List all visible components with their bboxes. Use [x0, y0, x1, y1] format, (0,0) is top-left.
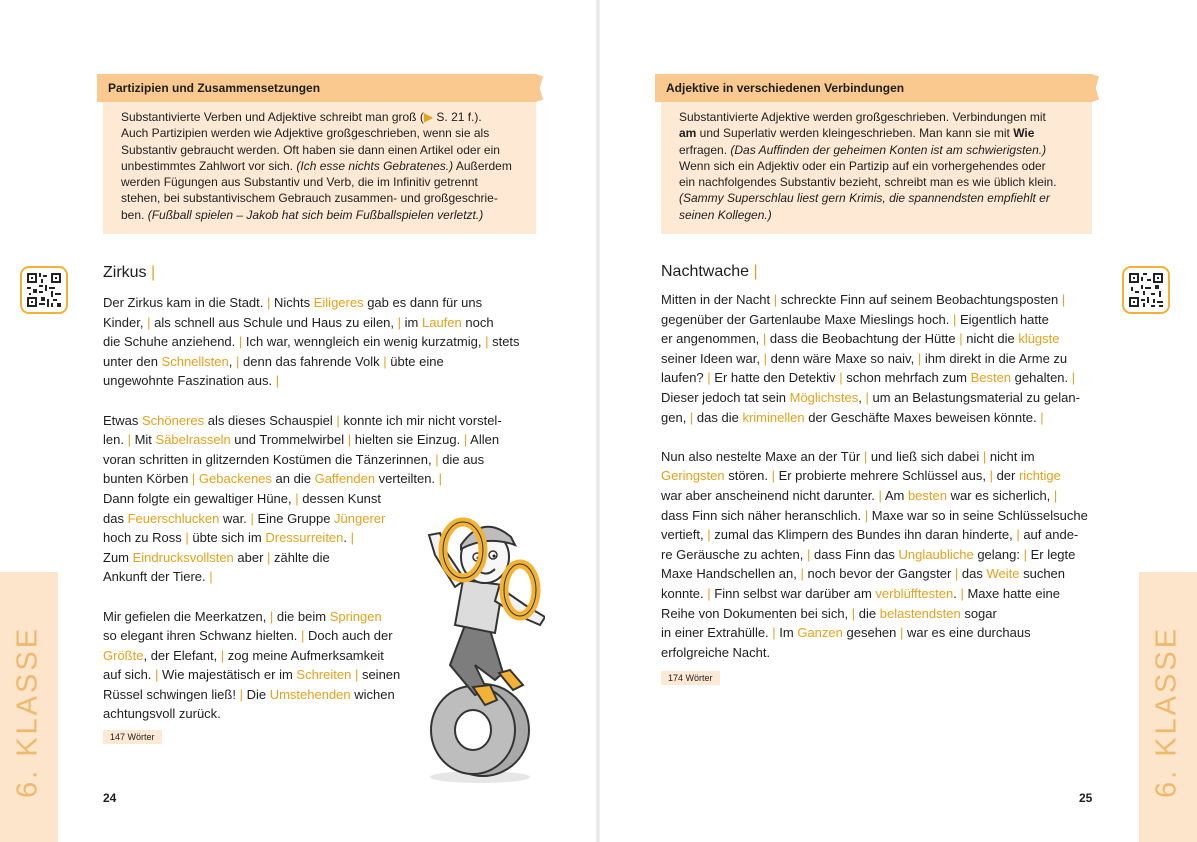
text-run: re Geräusche zu achten, [661, 546, 807, 562]
separator-mark: | [239, 686, 243, 702]
text-run: schreckte Finn auf seinem Beobachtungsposten [777, 292, 1062, 307]
text-run: dass Finn sich näher heranschlich. [661, 507, 865, 523]
text-run: . [343, 530, 351, 546]
text-run: ihm direkt in die Arme zu [921, 350, 1068, 366]
text-run: Nichts [270, 295, 314, 310]
separator-mark: | [982, 448, 987, 464]
separator-mark: | [771, 468, 775, 484]
text-run [103, 589, 107, 604]
separator-mark: | [863, 448, 868, 464]
text-line [661, 545, 1088, 565]
separator-mark: | [155, 667, 159, 683]
text-run: Etwas [103, 412, 143, 428]
separator-mark: | [269, 608, 274, 624]
text-run: die [855, 605, 880, 621]
highlighted-word: Möglichstes [789, 389, 859, 405]
separator-mark: | [435, 451, 439, 467]
rule-box-title: Adjektive in verschiedenen Verbindungen [655, 74, 1093, 102]
text-run: als schnell aus Schule und Haus zu eilen, [150, 314, 398, 330]
text-run: gen, [661, 409, 690, 425]
highlighted-word: verblüfftesten [875, 585, 954, 601]
highlighted-word: Schnellsten [161, 353, 229, 369]
highlighted-word: Schreiten [296, 667, 352, 683]
text-run: das die [693, 409, 743, 425]
text-run: S. 21 f.). [433, 110, 482, 124]
highlighted-word: Umstehenden [269, 686, 351, 702]
separator-mark: | [301, 628, 305, 644]
text-line [661, 368, 1088, 388]
text-run: Mitten in der Nacht [661, 292, 774, 307]
text-run: zumal das Klimpern des Bundes ihn daran hinderte, [710, 527, 1017, 543]
highlighted-word: Jüngerer [334, 510, 386, 526]
text-run: nicht im [986, 448, 1035, 464]
text-run: das [958, 566, 987, 582]
text-line [661, 466, 1088, 486]
separator-mark: | [900, 625, 904, 641]
text-run: dass Finn das [810, 546, 899, 562]
text-run: stören. [724, 468, 772, 484]
page-number: 25 [1079, 791, 1093, 805]
text-line [679, 207, 1057, 223]
text-run: Dann folgte ein gewaltiger Hüne, [103, 490, 296, 506]
highlighted-word: Besten [970, 370, 1012, 386]
text-run: als dieses Schauspiel [204, 412, 337, 428]
text-run: , [858, 389, 866, 405]
text-run: der Geschäfte Maxes beweisen könnte. [804, 409, 1041, 425]
text-line [661, 349, 1088, 369]
text-run: laufen? [661, 370, 708, 386]
text-run: er angenommen, [661, 331, 763, 347]
text-run: Rüssel schwingen ließ! [103, 686, 240, 702]
text-run: voran schritten in glitzernden Kostümen die Tänzerinnen, [103, 451, 436, 467]
highlighted-word: Größte [103, 647, 144, 663]
highlighted-word: Feuerschlucken [127, 510, 220, 526]
text-run: Er probierte mehrere Schlüssel aus, [774, 468, 990, 484]
text-run: Wenn sich ein Adjektiv oder ein Partizip auf ein vorhergehendes oder [679, 158, 1046, 173]
separator-mark: | [959, 331, 963, 347]
text-run: ungewohnte Faszination aus. [103, 373, 276, 389]
text-run: Substantivierte Adjektive werden großgeschrieben. Verbindungen mit [679, 110, 1046, 124]
text-run: Substantivierte Verben und Adjektive schreibt man groß ( [121, 110, 424, 124]
separator-mark: | [1053, 487, 1058, 503]
text-run: ben. [121, 207, 148, 222]
text-run: Allen [467, 432, 500, 448]
text-run: auf sich. [103, 667, 156, 683]
separator-mark: | [127, 432, 131, 448]
boy-juggling-on-wheel-illustration [395, 505, 545, 785]
text-run: Ankunft der Tiere. [103, 569, 210, 585]
separator-mark: | [438, 471, 443, 487]
text-run: Er legte [1026, 546, 1076, 562]
text-line [103, 469, 520, 489]
separator-mark: | [354, 667, 359, 683]
qr-code-icon[interactable] [1122, 266, 1170, 314]
text-run: seiner Ideen war, [661, 350, 764, 366]
text-run: len. [103, 432, 128, 448]
text-line [661, 447, 1088, 467]
text-line [661, 623, 1088, 643]
highlighted-word: belastendsten [879, 605, 961, 621]
example-text: (Sammy Superschlau liest gern Krimis, die spannendsten empfiehlt er [679, 191, 1050, 206]
rule-box-left [103, 81, 536, 234]
title-bar-mark: | [151, 264, 156, 281]
separator-mark: | [1061, 292, 1066, 307]
text-run: vertieft, [661, 527, 708, 543]
grade-tab [0, 572, 58, 842]
text-run: um an Belastungsmaterial zu gelan- [868, 389, 1080, 405]
text-run: der [992, 468, 1019, 484]
text-line [661, 486, 1088, 506]
highlighted-word: Gaffenden [314, 471, 376, 487]
text-line [661, 564, 1088, 584]
text-line [121, 190, 512, 206]
highlighted-word: besten [907, 487, 947, 503]
grade-tab-label-wrap [8, 612, 48, 812]
page-ref-arrow-icon: ▶ [423, 110, 434, 124]
right-page [599, 0, 1197, 842]
bold-term: am [679, 126, 697, 141]
text-run: Dieser jedoch tat sein [661, 389, 790, 405]
text-run: , [228, 353, 236, 369]
separator-mark: | [707, 527, 711, 543]
word-count: 174 Wörter [661, 671, 720, 685]
text-run: die beim [273, 608, 330, 624]
separator-mark: | [954, 566, 959, 582]
separator-mark: | [397, 314, 402, 330]
separator-mark: | [209, 569, 213, 585]
story-title-text: Zirkus [103, 264, 147, 281]
separator-mark: | [1016, 527, 1020, 543]
title-bar-mark: | [753, 263, 758, 280]
highlighted-word: Unglaubliche [898, 546, 974, 562]
text-run: die aus [438, 451, 485, 467]
text-run: unbestimmtes Zahlwort vor sich. [121, 158, 297, 173]
text-run: auf ande- [1019, 527, 1079, 543]
text-run: unter den [103, 353, 162, 369]
separator-mark: | [1040, 409, 1044, 425]
text-run: wichen [350, 686, 395, 702]
text-line [661, 643, 1088, 663]
separator-mark: | [238, 334, 243, 350]
text-run: im [401, 314, 422, 330]
text-run: Substantiv gebraucht werden. Oft haben sie dann einen Artikel oder ein [121, 142, 500, 157]
story-title [661, 263, 758, 281]
separator-mark: | [236, 353, 240, 369]
text-run: seinen [358, 667, 401, 683]
text-run: gegenüber der Gartenlaube Maxe Mieslings hoch. [661, 311, 953, 327]
separator-mark: | [220, 647, 225, 663]
separator-mark: | [1023, 546, 1027, 562]
separator-mark: | [191, 471, 196, 487]
text-run: dass die Beobachtung der Hütte [766, 331, 960, 347]
text-run: Eigentlich hatte [956, 311, 1049, 327]
text-line [661, 584, 1088, 604]
highlighted-word: kriminellen [742, 409, 805, 425]
text-line [103, 352, 520, 372]
text-run: werden Fügungen aus Substantiv und Verb, die im Infinitiv getrennt [121, 175, 478, 190]
text-run: Mit [130, 432, 156, 448]
text-run: übte sich im [188, 530, 266, 546]
qr-code-icon[interactable] [20, 266, 68, 314]
qr-pattern [27, 273, 61, 307]
text-line [679, 142, 1057, 158]
text-run: Mir gefielen die Meerkatzen, [103, 608, 270, 624]
separator-mark: | [839, 370, 843, 386]
highlighted-word: Säbelrasseln [155, 432, 231, 448]
text-run: stehen, bei substantivischem Gebrauch zusammen- und großgeschrie- [121, 191, 498, 206]
text-line [103, 391, 520, 411]
text-run: Kinder, [103, 314, 148, 330]
separator-mark: | [1071, 370, 1076, 386]
text-run: Zum [103, 549, 133, 565]
text-run: hielten sie Einzug. [351, 432, 464, 448]
text-line [103, 293, 520, 313]
separator-mark: | [917, 350, 922, 366]
highlighted-word: Eindrucksvollsten [132, 549, 234, 565]
text-line [679, 190, 1057, 206]
highlighted-word: Eiligeres [313, 295, 364, 310]
grade-tab [1139, 572, 1197, 842]
text-run: Am [881, 487, 908, 503]
text-run: dessen Kunst [298, 490, 382, 506]
text-run: Maxe Handschellen an, [661, 566, 801, 582]
separator-mark: | [350, 530, 355, 546]
text-run: aber [233, 549, 268, 565]
text-line [121, 207, 512, 223]
text-line [103, 332, 520, 352]
separator-mark: | [383, 353, 387, 369]
separator-mark: | [336, 412, 340, 428]
text-line [679, 174, 1057, 190]
text-run: in einer Extrahülle. [661, 625, 773, 641]
text-run: , der Elefant, [143, 647, 221, 663]
text-run: denn das fahrende Volk [239, 353, 384, 369]
separator-mark: | [147, 314, 151, 330]
separator-mark: | [773, 292, 778, 307]
text-line [103, 313, 520, 333]
text-run: ein nachfolgendes Substantiv bezieht, schreibt man es wie üblich klein. [679, 175, 1057, 190]
text-line [103, 411, 520, 431]
text-run: Der Zirkus kam in die Stadt. [103, 295, 267, 310]
text-run: schon mehrfach zum [842, 370, 971, 386]
text-line [121, 109, 512, 125]
text-line [661, 388, 1088, 408]
text-run: sogar [960, 605, 997, 621]
separator-mark: | [689, 409, 694, 425]
separator-mark: | [707, 370, 711, 386]
text-run: war es sicherlich, [946, 487, 1054, 503]
highlighted-word: Geringsten [661, 468, 725, 484]
bold-term: Wie [1013, 126, 1035, 141]
example-text: seinen Kollegen.) [679, 207, 772, 222]
text-line [661, 604, 1088, 624]
grade-tab-label-wrap [1147, 612, 1187, 812]
separator-mark: | [762, 331, 767, 347]
text-run: so elegant ihren Schwanz hielten. [103, 628, 302, 644]
text-run: noch [461, 314, 494, 330]
text-line [103, 450, 520, 470]
text-run: Maxe war so in seine Schlüsselsuche [868, 507, 1088, 523]
text-run: Wie majestätisch er im [158, 667, 297, 683]
highlighted-word: klügste [1018, 331, 1060, 347]
separator-mark: | [295, 490, 299, 506]
separator-mark: | [485, 334, 489, 350]
separator-mark: | [463, 432, 468, 448]
grade-tab-label: 6. KLASSE [11, 625, 44, 799]
text-run: . [953, 585, 961, 601]
text-line [661, 506, 1088, 526]
highlighted-word: Weite [986, 566, 1020, 582]
text-run: war aber anscheinend nicht darunter. [661, 487, 879, 503]
rule-box-right [661, 81, 1092, 234]
highlighted-word: Schöneres [142, 412, 205, 428]
example-text: (Das Auffinden der geheimen Konten ist am schwierigsten.) [730, 142, 1047, 157]
text-run: denn wäre Maxe so naiv, [767, 350, 918, 366]
text-run: Im [775, 625, 798, 641]
text-line [661, 427, 1088, 447]
separator-mark: | [952, 311, 957, 327]
separator-mark: | [250, 510, 254, 526]
text-line [121, 125, 512, 141]
story-title [103, 264, 155, 282]
text-line [103, 371, 520, 391]
text-run: stets [488, 334, 520, 350]
example-text: (Fußball spielen – Jakob hat sich beim Fußballspielen verletzt.) [147, 207, 484, 222]
text-run: war. [219, 510, 251, 526]
text-run: Auch Partizipien werden wie Adjektive großgeschrieben, wenn sie als [121, 126, 490, 141]
text-run: hoch zu Ross [103, 530, 186, 546]
text-run: bunten Körben [103, 471, 192, 487]
text-run: nicht die [962, 331, 1019, 347]
separator-mark: | [865, 389, 869, 405]
text-run: gehalten. [1011, 370, 1072, 386]
page-number: 24 [103, 791, 117, 805]
separator-mark: | [989, 468, 993, 484]
highlighted-word: Springen [329, 608, 382, 624]
text-run: konnte. [661, 585, 708, 601]
story-title-text: Nachtwache [661, 263, 750, 280]
text-line [661, 329, 1088, 349]
separator-mark: | [800, 566, 804, 582]
text-run: Reihe von Dokumenten bei sich, [661, 605, 852, 621]
text-line [661, 310, 1088, 330]
rule-box-text [121, 109, 512, 223]
rule-box-text [679, 109, 1057, 223]
text-run: erfolgreiche Nacht. [661, 644, 771, 660]
text-run: Ich war, wenngleich ein wenig kurzatmig, [242, 334, 486, 350]
separator-mark: | [851, 605, 856, 621]
text-run: Er hatte den Detektiv [710, 370, 840, 386]
highlighted-word: Dressurreiten [265, 530, 344, 546]
separator-mark: | [347, 432, 352, 448]
text-run: übte eine [386, 353, 444, 369]
word-count: 147 Wörter [103, 730, 162, 744]
separator-mark: | [806, 546, 811, 562]
story-text [661, 290, 1088, 662]
example-text: (Ich esse nichts Gebratenes.) [296, 158, 454, 173]
left-page [0, 0, 598, 842]
text-run: und Superlativ werden kleingeschrieben. Man kann sie mit [696, 126, 1014, 141]
text-line [661, 290, 1088, 310]
text-run: erfragen. [679, 142, 731, 157]
text-run: zog meine Aufmerksamkeit [224, 647, 384, 663]
text-line [661, 525, 1088, 545]
text-run [103, 393, 107, 408]
text-run: konnte ich mir nicht vorstel- [339, 412, 502, 428]
separator-mark: | [763, 350, 768, 366]
text-run: achtungsvoll zurück. [103, 706, 221, 722]
text-line [121, 174, 512, 190]
rule-box-title: Partizipien und Zusammensetzungen [97, 74, 537, 102]
separator-mark: | [267, 295, 271, 310]
separator-mark: | [878, 487, 882, 503]
text-run: Doch auch der [304, 628, 393, 644]
text-run: gelang: [973, 546, 1024, 562]
text-run: die Schuhe anziehend. [103, 334, 239, 350]
text-run: suchen [1019, 566, 1066, 582]
text-run: war es eine durchaus [903, 625, 1031, 641]
text-run: an die [271, 471, 315, 487]
text-line [679, 158, 1057, 174]
text-line [679, 109, 1057, 125]
text-run: das [103, 510, 128, 526]
grade-tab-label: 6. KLASSE [1150, 625, 1183, 799]
separator-mark: | [960, 585, 964, 601]
highlighted-word: Laufen [421, 314, 462, 330]
separator-mark: | [707, 585, 711, 601]
text-run: zählte die [270, 549, 330, 565]
text-run: Die [242, 686, 270, 702]
text-run: gab es dann für uns [363, 295, 483, 310]
text-line [103, 430, 520, 450]
separator-mark: | [864, 507, 869, 523]
qr-pattern [1129, 273, 1163, 307]
text-line [121, 158, 512, 174]
text-line [679, 125, 1057, 141]
text-run: Finn selbst war darüber am [710, 585, 876, 601]
highlighted-word: richtige [1018, 468, 1061, 484]
text-run: gesehen [842, 625, 900, 641]
text-run [661, 429, 665, 444]
text-run: Außerdem [453, 158, 512, 173]
separator-mark: | [185, 530, 189, 546]
text-run: Eine Gruppe [253, 510, 335, 526]
separator-mark: | [772, 625, 776, 641]
highlighted-word: Ganzen [797, 625, 843, 641]
text-run: Maxe hatte eine [963, 585, 1060, 601]
separator-mark: | [267, 549, 271, 565]
text-run: verteilten. [375, 471, 439, 487]
text-line [121, 142, 512, 158]
text-run: noch bevor der Gangster [803, 566, 955, 582]
text-line [661, 408, 1088, 428]
separator-mark: | [275, 373, 280, 389]
text-run: und ließ sich dabei [867, 448, 983, 464]
text-run: und Trommelwirbel [230, 432, 348, 448]
text-run: Nun also nestelte Maxe an der Tür [661, 448, 864, 464]
highlighted-word: Gebackenes [198, 471, 272, 487]
